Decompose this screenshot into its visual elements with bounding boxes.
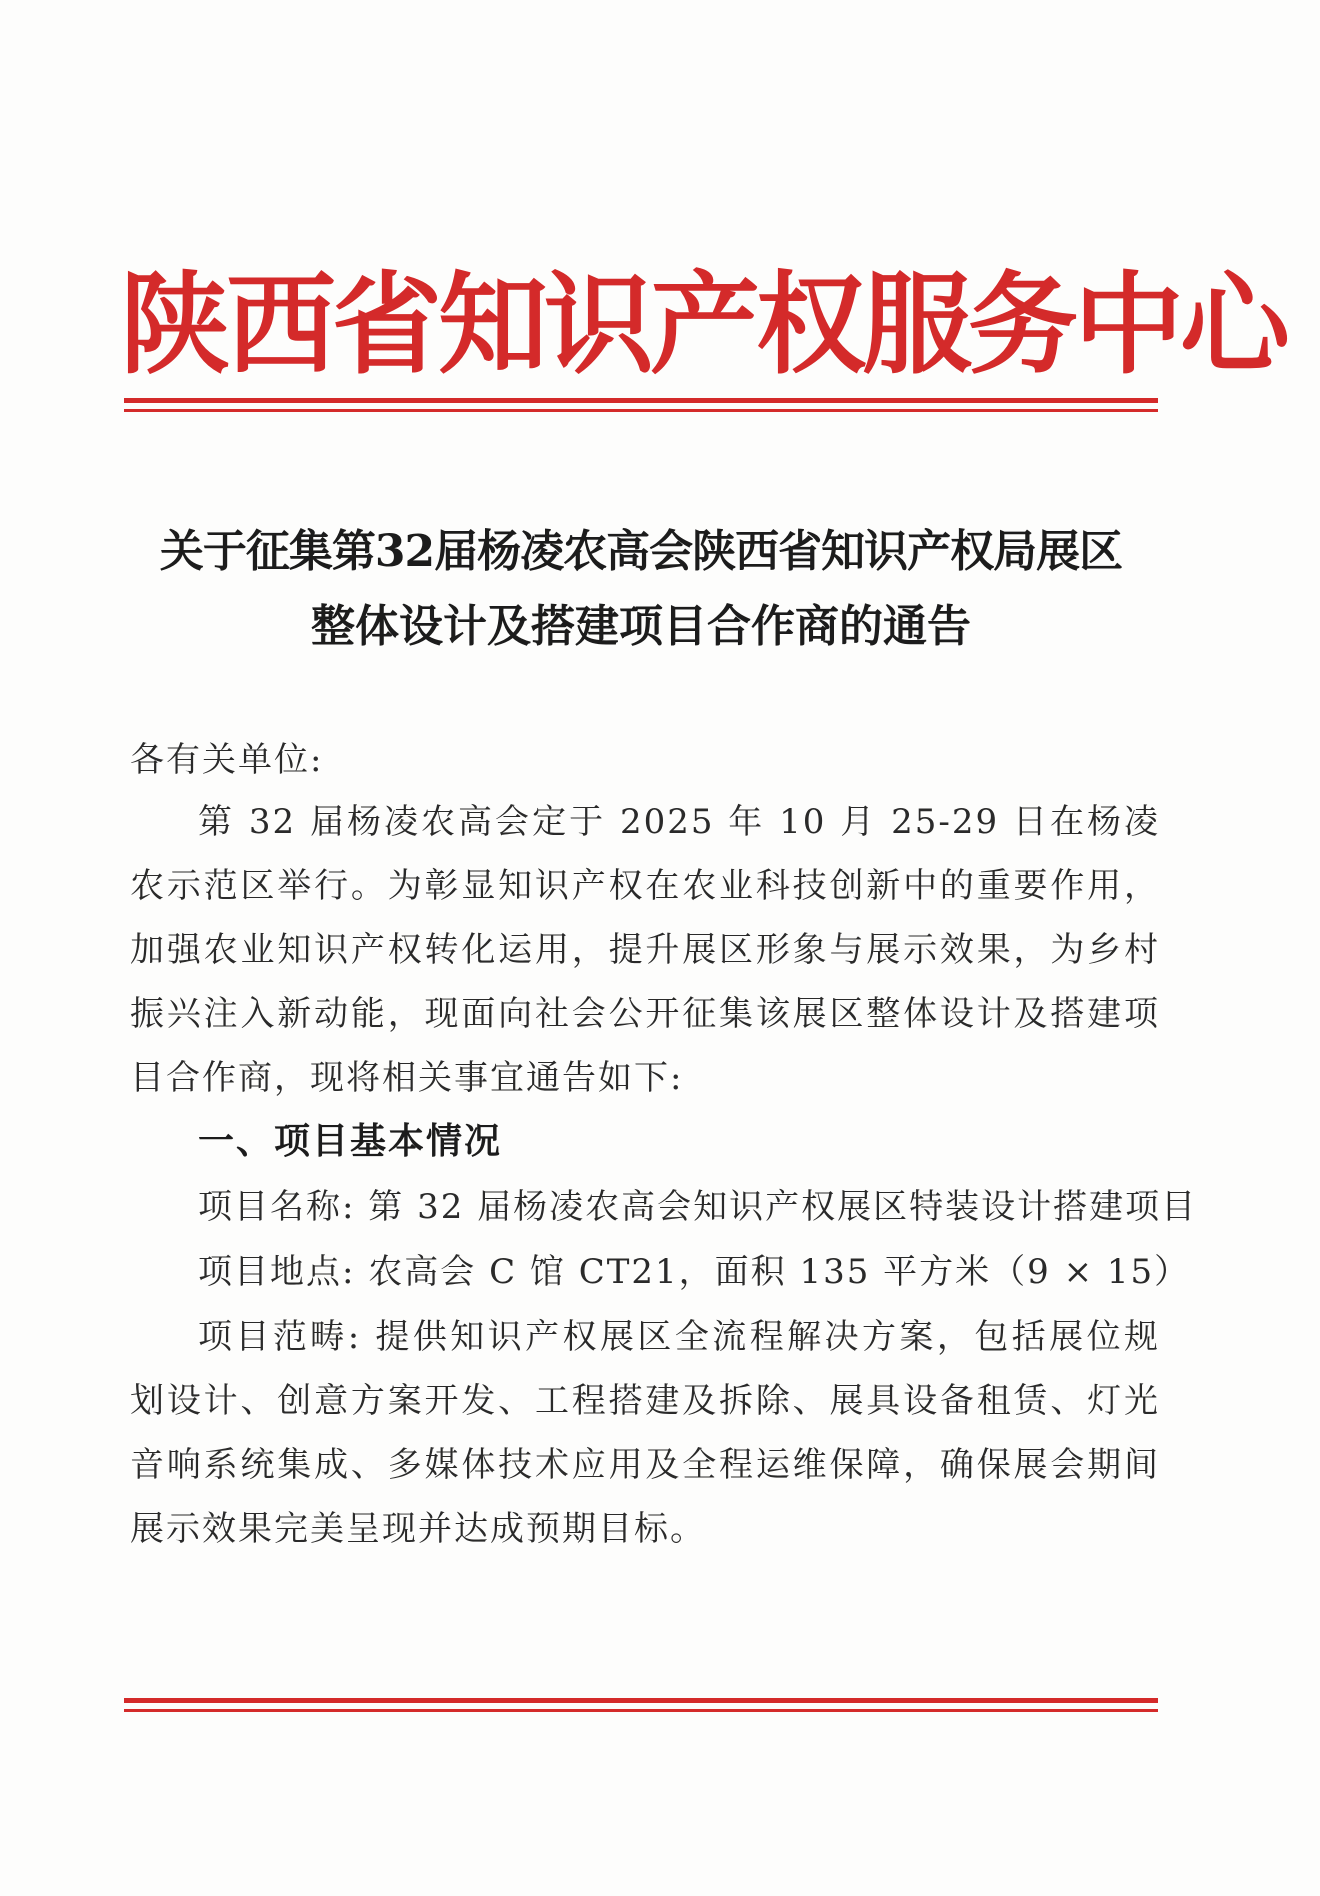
footer-red-rule-thin: [124, 1709, 1158, 1712]
letterhead-org-name: 陕西省知识产权服务中心: [120, 261, 1286, 389]
section-heading-project-basics: 一、项目基本情况: [198, 1121, 503, 1162]
letterhead-red-rule-thin: [124, 409, 1158, 412]
notice-title-line-1: 关于征集第32届杨凌农高会陕西省知识产权局展区: [159, 526, 1123, 577]
project-location-line: 项目地点: 农高会 C 馆 CT21，面积 135 平方米（9 × 15）: [198, 1252, 1191, 1292]
footer-red-rule-thick: [124, 1698, 1158, 1703]
intro-paragraph: 第 32 届杨凌农高会定于 2025 年 10 月 25-29 日在杨凌农示范区举行。为彰显知识产权在农业科技创新中的重要作用，加强农业知识产权转化运用，提升展区形象与展示效果，为乡村振兴注入新动能，现面向社会公开征集该展区整体设计及搭建项目合作商，现将相关事宜通告如下:: [130, 802, 1160, 1098]
letterhead-red-rule-thick: [124, 398, 1158, 403]
project-scope-paragraph: 项目范畴: 提供知识产权展区全流程解决方案，包括展位规划设计、创意方案开发、工程搭建及拆除、展具设备租赁、灯光音响系统集成、多媒体技术应用及全程运维保障，确保展会期间展示效果完美呈现并达成预期目标。: [130, 1317, 1160, 1549]
notice-title-line-2: 整体设计及搭建项目合作商的通告: [311, 601, 971, 652]
salutation: 各有关单位:: [130, 740, 324, 780]
project-name-line: 项目名称: 第 32 届杨凌农高会知识产权展区特装设计搭建项目: [198, 1187, 1198, 1227]
